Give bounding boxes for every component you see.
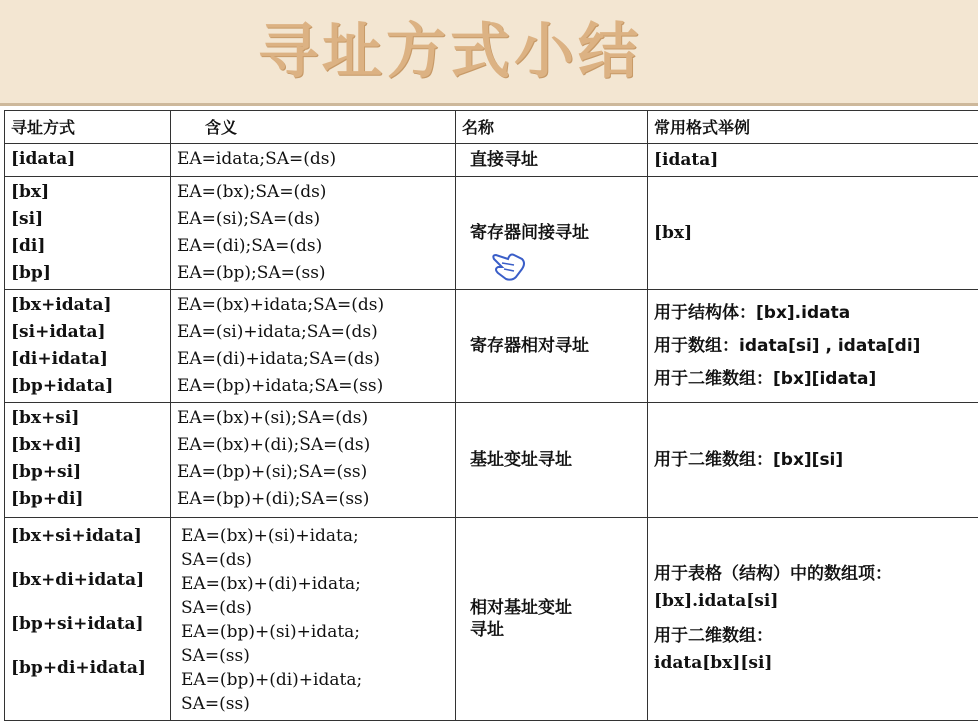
example-cell xyxy=(648,290,978,403)
meaning-text: EA=(bp)+idata;SA=(ss) xyxy=(177,373,449,400)
mode-text: [bx+si] xyxy=(11,405,164,432)
meaning-text: EA=(bx)+(si);SA=(ds) xyxy=(177,405,449,432)
example-cell xyxy=(648,403,978,518)
example-text: 用于结构体：[bx].idata xyxy=(654,300,972,327)
example-text: [bx] xyxy=(654,220,972,247)
page-title: 寻址方式小结 xyxy=(258,4,642,90)
mode-text: [bx+si+idata] xyxy=(11,524,164,548)
meaning-text: EA=(bx)+idata;SA=(ds) xyxy=(177,292,449,319)
name-text: 寻址 xyxy=(470,619,641,641)
header-meaning: 含义 xyxy=(171,111,456,144)
table-header-row xyxy=(5,111,978,144)
name-cell: 寄存器相对寻址 xyxy=(456,290,648,403)
mode-cell xyxy=(5,144,171,177)
mode-text: [bp+di] xyxy=(11,486,164,513)
mode-cell xyxy=(5,518,171,721)
meaning-cell xyxy=(171,177,456,290)
mode-cell xyxy=(5,290,171,403)
meaning-text: EA=(bp)+(di);SA=(ss) xyxy=(177,486,449,513)
example-text: 用于二维数组：[bx][si] xyxy=(654,447,972,474)
meaning-text: EA=(di);SA=(ds) xyxy=(177,233,449,260)
meaning-text: EA=(si)+idata;SA=(ds) xyxy=(177,319,449,346)
meaning-cell xyxy=(171,518,456,721)
meaning-text: EA=(bp)+(si)+idata; xyxy=(181,620,449,644)
hand-cursor-icon xyxy=(488,245,528,283)
example-text: 用于二维数组： xyxy=(654,623,972,650)
meaning-text: EA=idata;SA=(ds) xyxy=(177,146,449,173)
meaning-text: EA=(bx)+(di)+idata; xyxy=(181,572,449,596)
mode-text: [bp+si] xyxy=(11,459,164,486)
mode-text: [di] xyxy=(11,233,164,260)
meaning-text: EA=(bp)+(di)+idata; xyxy=(181,668,449,692)
name-text: 相对基址变址 xyxy=(470,597,641,619)
mode-text: [bx] xyxy=(11,179,164,206)
example-cell xyxy=(648,177,978,290)
table-row-register-relative xyxy=(5,290,978,403)
example-text: 用于二维数组：[bx][idata] xyxy=(654,366,972,393)
mode-text: [bp+si+idata] xyxy=(11,612,164,636)
meaning-text: EA=(di)+idata;SA=(ds) xyxy=(177,346,449,373)
mode-text: [idata] xyxy=(11,146,164,173)
table-row-base-index xyxy=(5,403,978,518)
example-cell xyxy=(648,518,978,721)
title-banner xyxy=(0,0,978,106)
meaning-text: SA=(ss) xyxy=(181,692,449,716)
meaning-text: SA=(ss) xyxy=(181,644,449,668)
meaning-text: EA=(bx)+(di);SA=(ds) xyxy=(177,432,449,459)
table-row-direct xyxy=(5,144,978,177)
meaning-text: EA=(bp);SA=(ss) xyxy=(177,260,449,287)
mode-cell xyxy=(5,403,171,518)
meaning-cell xyxy=(171,403,456,518)
example-text: 用于表格（结构）中的数组项： xyxy=(654,561,972,588)
meaning-text: EA=(si);SA=(ds) xyxy=(177,206,449,233)
meaning-text: EA=(bx)+(si)+idata; xyxy=(181,524,449,548)
mode-text: [si+idata] xyxy=(11,319,164,346)
meaning-cell xyxy=(171,144,456,177)
mode-text: [bx+di+idata] xyxy=(11,568,164,592)
meaning-text: SA=(ds) xyxy=(181,596,449,620)
meaning-text: EA=(bx);SA=(ds) xyxy=(177,179,449,206)
header-mode: 寻址方式 xyxy=(5,111,171,144)
meaning-text: EA=(bp)+(si);SA=(ss) xyxy=(177,459,449,486)
mode-text: [bp+di+idata] xyxy=(11,656,164,680)
name-cell: 基址变址寻址 xyxy=(456,403,648,518)
name-cell: 寄存器间接寻址 xyxy=(456,177,648,290)
mode-text: [di+idata] xyxy=(11,346,164,373)
addressing-modes-table xyxy=(4,110,978,721)
mode-text: [si] xyxy=(11,206,164,233)
mode-text: [bx+di] xyxy=(11,432,164,459)
mode-text: [bp+idata] xyxy=(11,373,164,400)
mode-text: [bx+idata] xyxy=(11,292,164,319)
meaning-text: SA=(ds) xyxy=(181,548,449,572)
table-row-relative-base-index xyxy=(5,518,978,721)
example-text: [idata] xyxy=(654,147,972,174)
example-text: [bx].idata[si] xyxy=(654,588,972,615)
example-cell xyxy=(648,144,978,177)
example-text: 用于数组：idata[si] , idata[di] xyxy=(654,333,972,360)
header-name: 名称 xyxy=(456,111,648,144)
mode-cell xyxy=(5,177,171,290)
name-cell: 直接寻址 xyxy=(456,144,648,177)
example-text: idata[bx][si] xyxy=(654,650,972,677)
name-cell xyxy=(456,518,648,721)
meaning-cell xyxy=(171,290,456,403)
addressing-table-container xyxy=(4,110,978,721)
mode-text: [bp] xyxy=(11,260,164,287)
header-example: 常用格式举例 xyxy=(648,111,978,144)
